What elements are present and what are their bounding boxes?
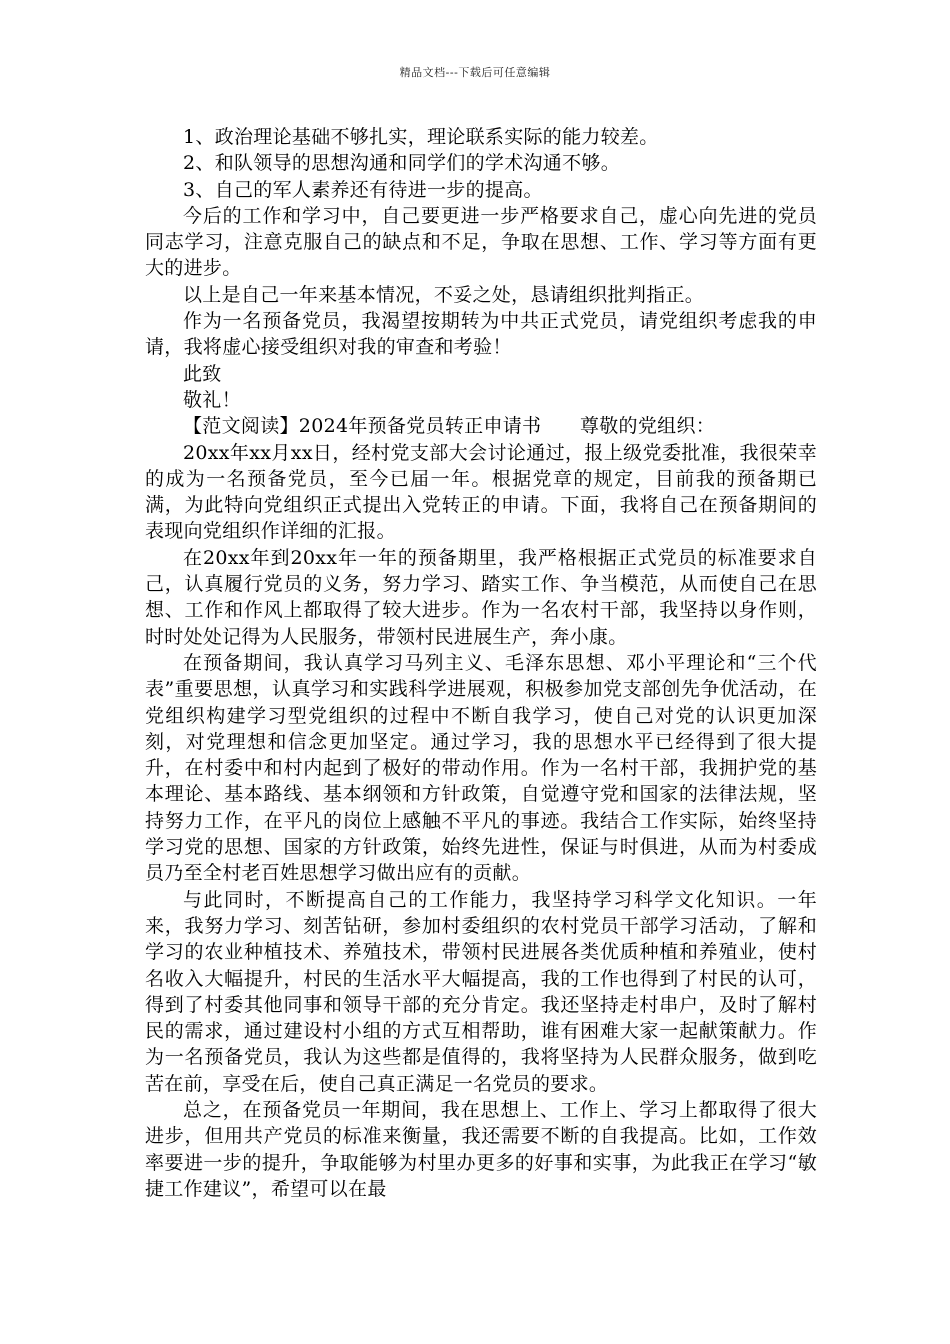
paragraph-14: 总之，在预备党员一年期间，我在思想上、工作上、学习上都取得了很大进步，但用共产党员的标准来衡量，我还需要不断的自我提高。比如，工作效率要进一步的提升，争取能够为村里办更多的好事和实事，为此我正在学习“敏捷工作建议”，希望可以在最 [145,1098,817,1200]
paragraph-6: 作为一名预备党员，我渴望按期转为中共正式党员，请党组织考虑我的申请，我将虚心接受组织对我的审查和考验！ [145,310,817,359]
paragraph-1: 1、政治理论基础不够扎实，理论联系实际的能力较差。 [183,126,659,148]
page-header: 精品文档---下载后可任意编辑 [399,66,551,79]
paragraph-2: 2、和队领导的思想沟通和同学们的学术沟通不够。 [183,152,620,175]
closing-respect: 敬礼！ [183,388,241,411]
paragraph-4: 今后的工作和学习中，自己要更进一步严格要求自己，虚心向先进的党员同志学习，注意克服自己的缺点和不足，争取在思想、工作、学习等方面有更大的进步。 [145,204,817,280]
sample-heading: 【范文阅读】2024年预备党员转正申请书 尊敬的党组织： [183,415,716,438]
paragraph-3: 3、自己的军人素养还有待进一步的提高。 [183,178,543,201]
paragraph-13: 与此同时，不断提高自己的工作能力，我坚持学习科学文化知识。一年来，我努力学习、刻苦钻研，参加村委组织的农村党员干部学习活动，了解和学习的农业种植技术、养殖技术，带领村民进展各类优质种植和养殖业，使村名收入大幅提升，村民的生活水平大幅提高，我的工作也得到了村民的认可，得到了村委其他同事和领导干部的充分肯定。我还坚持走村串户，及时了解村民的需求，通过建设村小组的方式互相帮助，谁有困难大家一起献策献力。作为一名预备党员，我认为这些都是值得的，我将坚持为人民群众服务，做到吃苦在前，享受在后，使自己真正满足一名党员的要求。 [145,888,817,1095]
paragraph-11: 在20xx年到20xx年一年的预备期里，我严格根据正式党员的标准要求自己，认真履行党员的义务，努力学习、踏实工作、争当模范，从而使自己在思想、工作和作风上都取得了较大进步。作为一名农村干部，我坚持以身作则，时时处处记得为人民服务，带领村民进展生产，奔小康。 [145,546,817,648]
paragraph-12: 在预备期间，我认真学习马列主义、毛泽东思想、邓小平理论和“三个代表”重要思想，认真学习和实践科学进展观，积极参加党支部创先争优活动，在党组织构建学习型党组织的过程中不断自我学习，使自己对党的认识更加深刻，对党理想和信念更加坚定。通过学习，我的思想水平已经得到了很大提升，在村委中和村内起到了极好的带动作用。作为一名村干部，我拥护党的基本理论、基本路线、基本纲领和方针政策，自觉遵守党和国家的法律法规，坚持努力工作，在平凡的岗位上感触不平凡的事迹。我结合工作实际，始终坚持学习党的思想、国家的方针政策，始终先进性，保证与时俱进，从而为村委成员乃至全村老百姓思想学习做出应有的贡献。 [145,651,817,885]
paragraph-5: 以上是自己一年来基本情况，不妥之处，恳请组织批判指正。 [183,283,705,306]
paragraph-10: 20xx年xx月xx日，经村党支部大会讨论通过，报上级党委批准，我很荣幸的成为一名预备党员，至今已届一年。根据党章的规定，目前我的预备期已满，为此特向党组织正式提出入党转正的申请。下面，我将自己在预备期间的表现向党组织作详细的汇报。 [145,441,817,543]
document-body [145,124,817,1202]
closing-salutation: 此致 [183,362,222,385]
